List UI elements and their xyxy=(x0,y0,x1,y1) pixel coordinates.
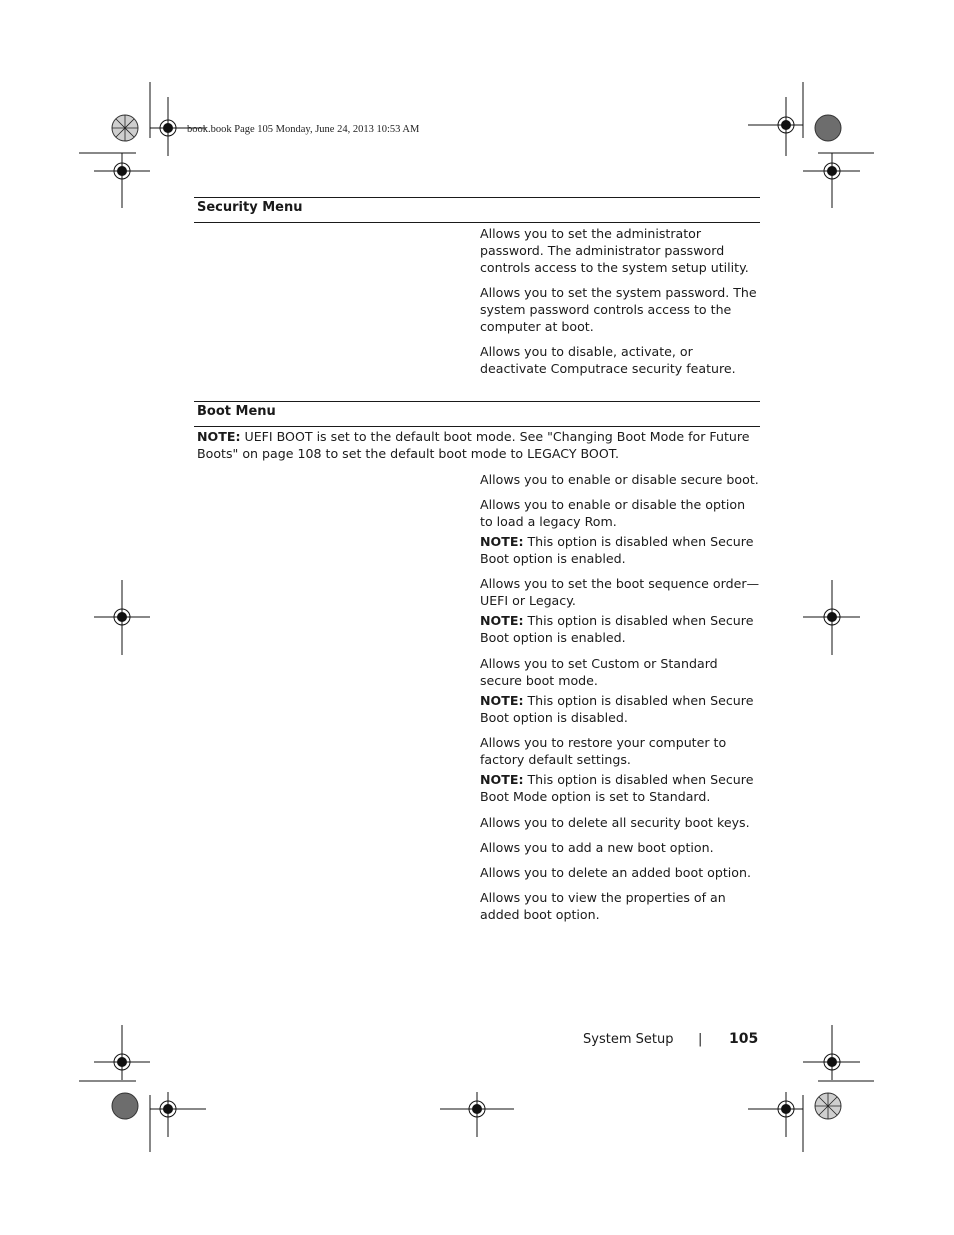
note-label: NOTE: xyxy=(480,693,524,708)
boot-item: Allows you to enable or disable secure boot. xyxy=(480,472,759,487)
divider xyxy=(194,401,760,402)
boot-item: Allows you to view the properties of an added boot option. xyxy=(480,890,726,922)
divider xyxy=(194,197,760,198)
security-menu-title: Security Menu xyxy=(197,200,303,215)
security-item: Allows you to set the system password. The system password controls access to the computer at boot. xyxy=(480,285,757,334)
boot-menu-title: Boot Menu xyxy=(197,404,276,419)
security-item: Allows you to set the administrator password. The administrator password controls access to the system setup utility. xyxy=(480,226,749,275)
boot-item: Allows you to enable or disable the option to load a legacy Rom. NOTE: This option is disabled when Secure Boot option is enabled. xyxy=(480,497,754,566)
boot-item: Allows you to set Custom or Standard secure boot mode. NOTE: This option is disabled when Secure Boot option is disabled. xyxy=(480,656,754,725)
note-text: UEFI BOOT is set to the default boot mode. See "Changing Boot Mode for Future Boots" on page 108 to set the default boot mode to LEGACY BOOT. xyxy=(197,429,750,461)
print-header: book.book Page 105 Monday, June 24, 2013 10:53 AM xyxy=(187,124,420,135)
note-label: NOTE: xyxy=(480,534,524,549)
boot-item: Allows you to restore your computer to factory default settings. NOTE: This option is disabled when Secure Boot Mode option is set to Standard. xyxy=(480,735,754,804)
boot-item: Allows you to add a new boot option. xyxy=(480,840,714,855)
boot-item: Allows you to delete all security boot keys. xyxy=(480,815,750,830)
boot-item: Allows you to delete an added boot option. xyxy=(480,865,751,880)
divider xyxy=(194,222,760,223)
page-number: 105 xyxy=(729,1031,759,1047)
boot-item: Allows you to set the boot sequence order—UEFI or Legacy. NOTE: This option is disabled when Secure Boot option is enabled. xyxy=(480,576,760,645)
security-item: Allows you to disable, activate, or deactivate Computrace security feature. xyxy=(480,344,736,376)
note-label: NOTE: xyxy=(480,772,524,787)
note-label: NOTE: xyxy=(480,613,524,628)
footer-section-label: System Setup xyxy=(583,1032,674,1047)
note-label: NOTE: xyxy=(197,429,241,444)
boot-mode-note xyxy=(197,428,762,462)
divider xyxy=(194,426,760,427)
footer-separator: | xyxy=(698,1032,703,1047)
